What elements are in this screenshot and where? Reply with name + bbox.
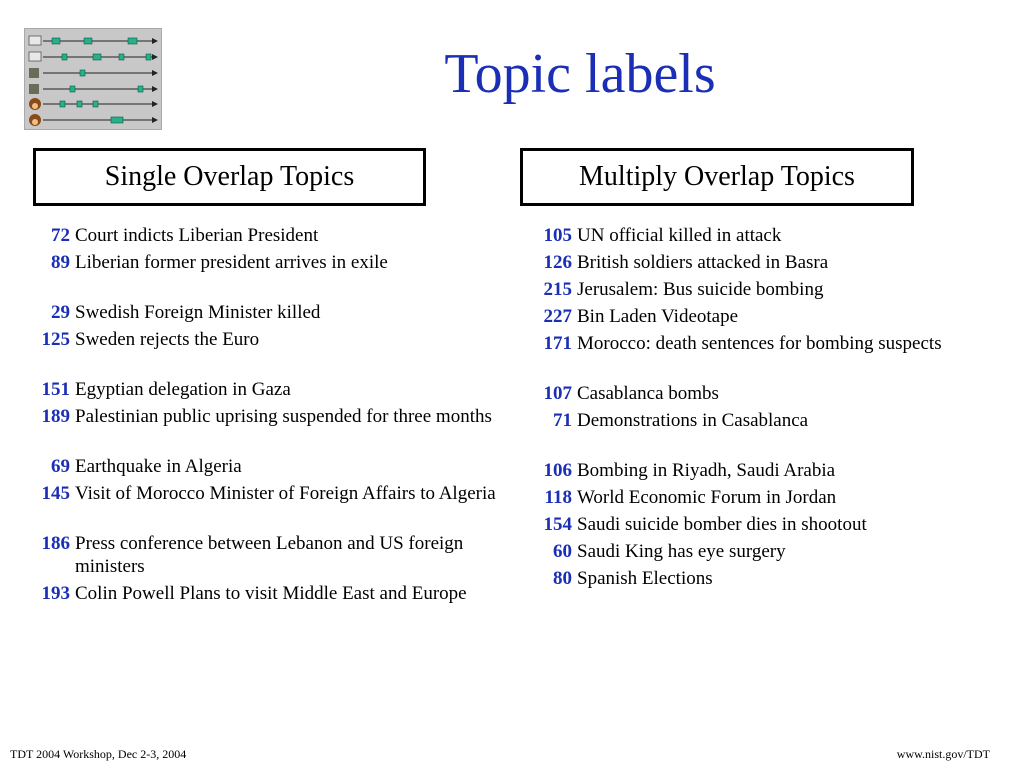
- topic-number: 71: [553, 410, 572, 431]
- topic-item: [508, 305, 1018, 328]
- topic-label: Liberian former president arrives in exile: [75, 252, 388, 273]
- topic-label: Visit of Morocco Minister of Foreign Affairs to Algeria: [75, 483, 496, 504]
- topic-item: [508, 224, 1018, 247]
- topic-item: [0, 532, 500, 578]
- topic-item: [508, 540, 1018, 563]
- topic-number: 189: [41, 406, 70, 427]
- topic-label: Bin Laden Videotape: [577, 306, 739, 327]
- topic-item: [508, 513, 1018, 536]
- topic-item: [0, 582, 500, 605]
- topic-label: Saudi suicide bomber dies in shootout: [577, 514, 867, 535]
- topic-item: [0, 405, 500, 428]
- tdt-logo: [24, 28, 162, 130]
- topic-label: Sweden rejects the Euro: [75, 329, 260, 350]
- topic-item: [508, 251, 1018, 274]
- topic-label: Egyptian delegation in Gaza: [75, 379, 291, 400]
- footer-workshop-text: TDT 2004 Workshop, Dec 2-3, 2004: [10, 747, 187, 761]
- topic-item: [508, 409, 1018, 432]
- topic-number: 89: [51, 252, 70, 273]
- topic-label: Earthquake in Algeria: [75, 456, 242, 477]
- topic-number: 118: [544, 487, 572, 508]
- topic-item: [508, 567, 1018, 590]
- topic-item: [0, 482, 500, 505]
- topic-label: Jerusalem: Bus suicide bombing: [577, 279, 824, 300]
- topic-number: 107: [543, 383, 572, 404]
- topic-label: World Economic Forum in Jordan: [577, 487, 837, 508]
- topic-label: Court indicts Liberian President: [75, 225, 319, 246]
- topic-number: 29: [51, 302, 70, 323]
- topic-label: Swedish Foreign Minister killed: [75, 302, 321, 323]
- topic-label: Palestinian public uprising suspended for three months: [75, 406, 492, 427]
- topic-number: 145: [41, 483, 70, 504]
- topic-number: 193: [41, 583, 70, 604]
- page-title: Topic labels: [444, 43, 716, 105]
- topic-number: 151: [41, 379, 70, 400]
- topic-item: [0, 455, 500, 478]
- topic-number: 72: [51, 225, 70, 246]
- topic-label: Saudi King has eye surgery: [577, 541, 786, 562]
- topic-item: [508, 382, 1018, 405]
- topic-item: [0, 251, 500, 274]
- topic-label: Morocco: death sentences for bombing suspects: [577, 333, 942, 354]
- topic-item: [508, 278, 1018, 301]
- topic-label: Press conference between Lebanon and US foreign ministers: [75, 533, 464, 577]
- topic-label: Spanish Elections: [577, 568, 713, 589]
- topic-number: 69: [51, 456, 70, 477]
- topic-number: 186: [41, 533, 70, 554]
- topic-item: [0, 224, 500, 247]
- topic-number: 227: [543, 306, 572, 327]
- topic-label: Colin Powell Plans to visit Middle East and Europe: [75, 583, 467, 604]
- topic-item: [508, 486, 1018, 509]
- single-overlap-heading: Single Overlap Topics: [33, 148, 426, 206]
- topic-label: British soldiers attacked in Basra: [577, 252, 829, 273]
- multiply-overlap-heading: Multiply Overlap Topics: [520, 148, 914, 206]
- tdt-timeline-logo-icon: [25, 29, 161, 129]
- single-overlap-list: [0, 224, 500, 609]
- footer-url: www.nist.gov/TDT: [896, 747, 990, 761]
- topic-label: Casablanca bombs: [577, 383, 719, 404]
- topic-number: 60: [553, 541, 572, 562]
- topic-label: Demonstrations in Casablanca: [577, 410, 809, 431]
- topic-item: [508, 332, 1018, 355]
- topic-number: 106: [543, 460, 572, 481]
- topic-item: [0, 378, 500, 401]
- topic-number: 171: [543, 333, 572, 354]
- topic-label: Bombing in Riyadh, Saudi Arabia: [577, 460, 836, 481]
- topic-number: 125: [41, 329, 70, 350]
- topic-item: [508, 459, 1018, 482]
- topic-number: 154: [543, 514, 572, 535]
- topic-number: 126: [543, 252, 572, 273]
- topic-item: [0, 328, 500, 351]
- multiply-overlap-list: [508, 224, 1018, 594]
- topic-item: [0, 301, 500, 324]
- topic-number: 80: [553, 568, 572, 589]
- topic-number: 105: [543, 225, 572, 246]
- topic-number: 215: [543, 279, 572, 300]
- topic-label: UN official killed in attack: [577, 225, 782, 246]
